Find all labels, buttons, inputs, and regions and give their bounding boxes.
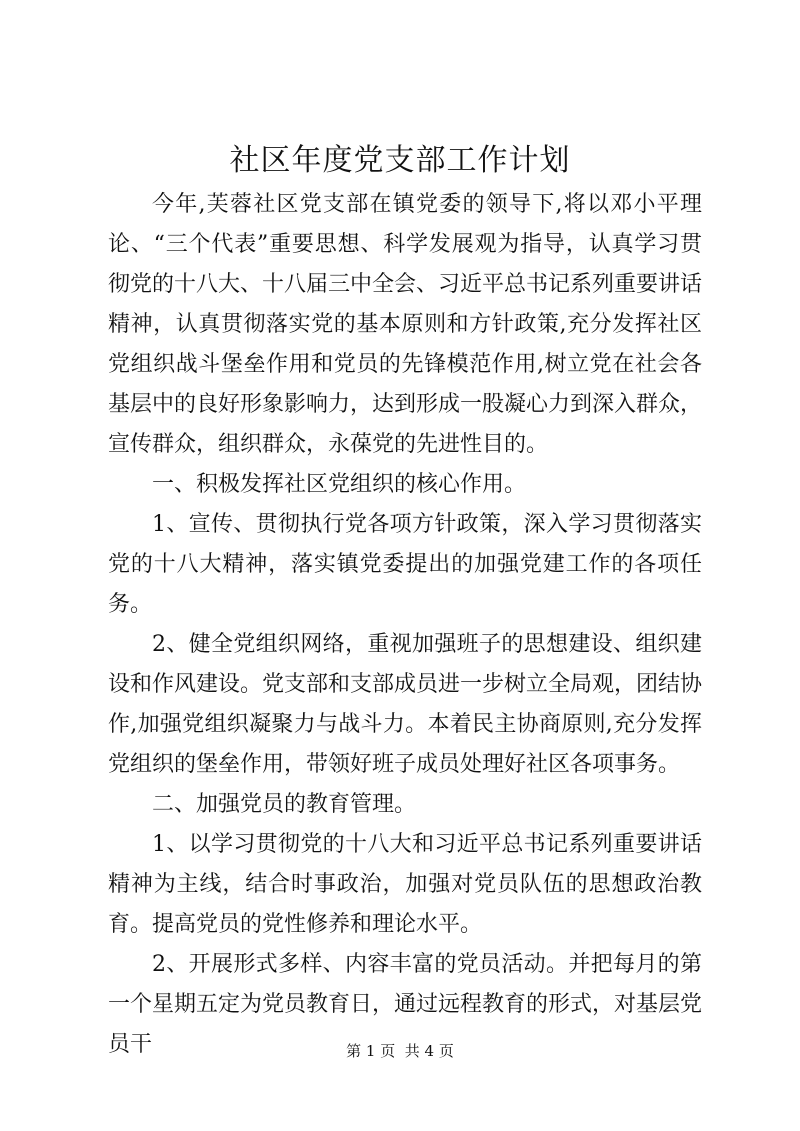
body-paragraph: 1、以学习贯彻党的十八大和习近平总书记系列重要讲话精神为主线，结合时事政治，加强对党员队伍的思想政治教育。提高党员的党性修养和理论水平。 [108,832,702,937]
body-paragraph: 2、开展形式多样、内容丰富的党员活动。并把每月的第一个星期五定为党员教育日，通过远程教育的形式，对基层党员干 [108,952,703,1057]
document-title: 社区年度党支部工作计划 [229,143,571,178]
section-heading: 二、加强党员的教育管理。 [152,792,417,817]
page-footer [0,1041,800,1061]
document-body [108,185,702,1065]
page-number-label: 第 1 页 共 4 页 [346,1042,454,1060]
body-paragraph: 今年,芙蓉社区党支部在镇党委的领导下,将以邓小平理论、“三个代表”重要思想、科学发展观为指导，认真学习贯彻党的十八大、十八届三中全会、习近平总书记系列重要讲话精神，认真贯彻落实党的基本原则和方针政策,充分发挥社区党组织战斗堡垒作用和党员的先锋模范作用,树立党在社会各基层中的良好形象影响力，达到形成一股凝心力到深入群众，宣传群众，组织群众，永葆党的先进性目的。 [108,192,703,457]
body-paragraph: 1、宣传、贯彻执行党各项方针政策，深入学习贯彻落实党的十八大精神，落实镇党委提出的加强党建工作的各项任务。 [108,512,702,617]
section-heading: 一、积极发挥社区党组织的核心作用。 [152,472,527,497]
body-paragraph: 2、健全党组织网络，重视加强班子的思想建设、组织建设和作风建设。党支部和支部成员进一步树立全局观，团结协作,加强党组织凝聚力与战斗力。本着民主协商原则,充分发挥党组织的堡垒作用，带领好班子成员处理好社区各项事务。 [108,632,703,777]
